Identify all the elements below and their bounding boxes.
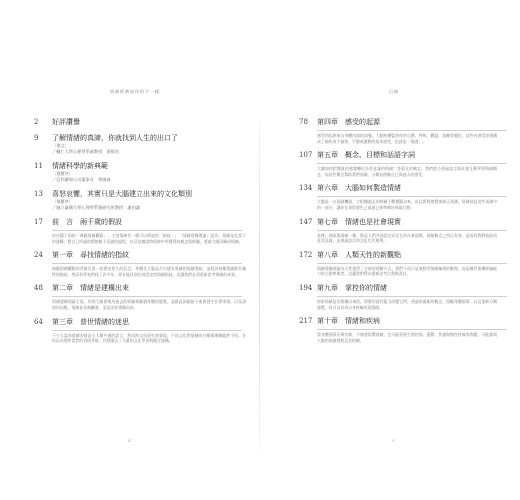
toc-title: 好評讚譽	[52, 118, 80, 126]
toc-entry	[299, 118, 497, 144]
toc-title: 第十章 情緒和疾病	[317, 317, 380, 326]
toc-summary: 金錢、國家與情緒一樣，都是人們共同認定而存在的社會現實。情緒概念之所以有效，是因為我們彼此同意其意義，並透過語言和文化代代相傳。	[317, 232, 497, 244]
toc-page-number: 78	[299, 118, 308, 126]
toc-rule	[317, 196, 507, 197]
toc-summary: 典範情緒觀點的背後有著一套歷史悠久的信念，身體及大腦是否內建有專屬的情緒迴路，並假設每種情緒都有獨特的指紋。然而科學家們找了許多年，卻未能找到任何固定的情緒指紋，這讓我們必須重新思考情緒的本質。	[52, 266, 246, 277]
page-number-left: 4	[128, 438, 131, 443]
toc-entry	[299, 218, 497, 244]
toc-rule	[317, 230, 507, 231]
toc-rule	[52, 230, 242, 231]
toc-rule	[52, 296, 242, 297]
toc-summary: 當身體預算長期失衡，不僅會影響情緒，也可能導致生理疾病。憂鬱、焦慮與慢性疼痛等問題，可能都與大腦的預測歷程息息相關。	[317, 332, 497, 343]
toc-page-number: 107	[299, 151, 313, 160]
toc-page-number: 172	[299, 250, 313, 259]
toc-title: 第九章 掌控你的情緒	[317, 283, 387, 292]
toc-title: 前 言 兩千歲的假設	[52, 218, 122, 226]
toc-title: 情緒科學的新典範	[52, 162, 108, 170]
toc-entry	[34, 118, 246, 127]
toc-rule	[52, 330, 242, 331]
toc-title: 第八章 人類天性的新觀點	[317, 250, 401, 259]
toc-entry	[34, 162, 246, 183]
toc-rule	[317, 130, 507, 131]
toc-entry	[299, 184, 497, 210]
toc-page-number: 147	[299, 217, 313, 226]
toc-title: 第三章 普世情緒的迷思	[52, 317, 129, 326]
left-page	[34, 118, 246, 351]
toc-page-number: 2	[34, 118, 39, 126]
toc-byline: 〔推薦序〕	[52, 199, 73, 204]
toc-entry	[34, 190, 246, 211]
toc-page-number: 24	[34, 251, 43, 260]
running-head-right: 目錄	[389, 89, 399, 94]
toc-entry	[34, 251, 246, 277]
toc-page-number: 13	[34, 190, 43, 198]
toc-page-number: 64	[34, 317, 43, 326]
toc-summary: 如果情緒是你建構出來的，那麼你就有能力改變它們。透過培養新的概念、照顧身體預算，以及重新分類感覺，你可以成為自身經驗的建築師。	[317, 298, 497, 310]
toc-summary: 大腦如何把雜亂的感覺轉化為有意義的情緒？答案在於概念。我們從小透過語言與社會互動學習情緒概念，而這些概念幫助我們預測、分類並理解自己與他人的感受。	[317, 166, 497, 177]
toc-summary: 不少人認為情緒表情是全人類共通的語言，然而跨文化研究卻發現，不同文化對情緒的分類與理解截然不同。在你以為理所當然的表情背後，其實隱含了大量的文化學習與概念建構。	[52, 332, 246, 344]
toc-page-number: 17	[34, 218, 43, 226]
toc-page-number: 11	[34, 162, 43, 170]
toc-title: 第五章 概念、目標和話語字詞	[317, 151, 415, 160]
toc-page-number: 134	[299, 184, 313, 193]
toc-title: 第七章 情緒也是社會現實	[317, 217, 401, 226]
toc-summary: 情緒建構理論為人性提供了全新的理解方式。我們不再只是被動受情緒驅使的動物，而是擁有建構經驗能力的主動參與者，這讓我們得以重新思考自我與責任。	[317, 265, 497, 277]
toc-page-number: 217	[299, 317, 313, 326]
toc-title: 第六章 大腦如何製造情緒	[317, 184, 401, 193]
toc-entry	[299, 251, 497, 277]
toc-summary: 情緒建構理論主張，你的大腦會使用過去的經驗來解讀身體的感覺。並藉此預測接下來會發生什麼事情，以及該如何因應。情緒並非被觸發，而是由你建構而成。	[52, 299, 246, 310]
toc-entry	[299, 317, 497, 343]
toc-byline: ／亞利桑那公司董事長 曾國威	[52, 177, 111, 182]
toc-rule	[317, 329, 507, 330]
toc-title: 了解情緒的真諦，你就找到人生的出口了	[52, 134, 178, 142]
toc-page-number: 194	[299, 283, 313, 292]
toc-page-number: 48	[34, 284, 43, 293]
toc-byline: ／輔仁大學心理學系副教授 黃揚名	[52, 149, 120, 154]
toc-rule	[52, 263, 242, 264]
page-gutter	[259, 120, 260, 450]
toc-rule	[317, 263, 507, 264]
toc-summary: 你在鏡子前的「典範情緒觀點」，主張情緒有一種可以辨認的「指紋」。「情緒建構理論」認為，情緒是在當下的建構，將自己所處的環境賦予意義的過程，以及依據當時情境中所獲得的概念與經驗，透過大腦而構成情緒。	[52, 233, 246, 244]
right-page	[299, 118, 497, 350]
toc-summary: 大腦是一台預測機器，它根據過去的經驗不斷模擬未來，再以實際感覺來修正預測。情緒就是這些預測中的一部分，讓你在事情發生之前就已經準備好採取行動。	[317, 199, 497, 210]
toc-title: 喜怒哀懼，其實只是大腦建立出來的文化類別	[52, 190, 192, 198]
toc-entry	[34, 134, 246, 155]
toc-entry	[34, 284, 246, 310]
toc-title: 第二章 情緒是建構出來	[52, 284, 129, 293]
toc-summary: 感受的起源來自身體內部的訊號。大腦持續監控你的心跳、呼吸、體溫、血糖等變化，這些內感受訊號構成了愉快或不愉快、平靜或激動的基本感受，也就是「情感」。	[317, 133, 497, 144]
toc-entry	[299, 284, 497, 310]
toc-rule	[317, 296, 507, 297]
toc-byline: 〔推薦序〕	[52, 171, 73, 176]
toc-byline: ／國立臺灣大學心理學系暨研究所教授 謝伯讓	[52, 205, 140, 210]
toc-entry	[34, 218, 246, 244]
toc-page-number: 9	[34, 134, 39, 142]
toc-title: 第一章 尋找情緒的指紋	[52, 251, 129, 260]
running-head-left: 情緒經濟如何的不一樣	[110, 89, 160, 94]
toc-title: 第四章 感受的起源	[317, 118, 380, 126]
toc-entry	[299, 151, 497, 177]
toc-byline: 〔推文〕	[52, 143, 69, 148]
toc-rule	[317, 163, 507, 164]
page-number-right: 5	[392, 438, 395, 443]
toc-entry	[34, 318, 246, 344]
